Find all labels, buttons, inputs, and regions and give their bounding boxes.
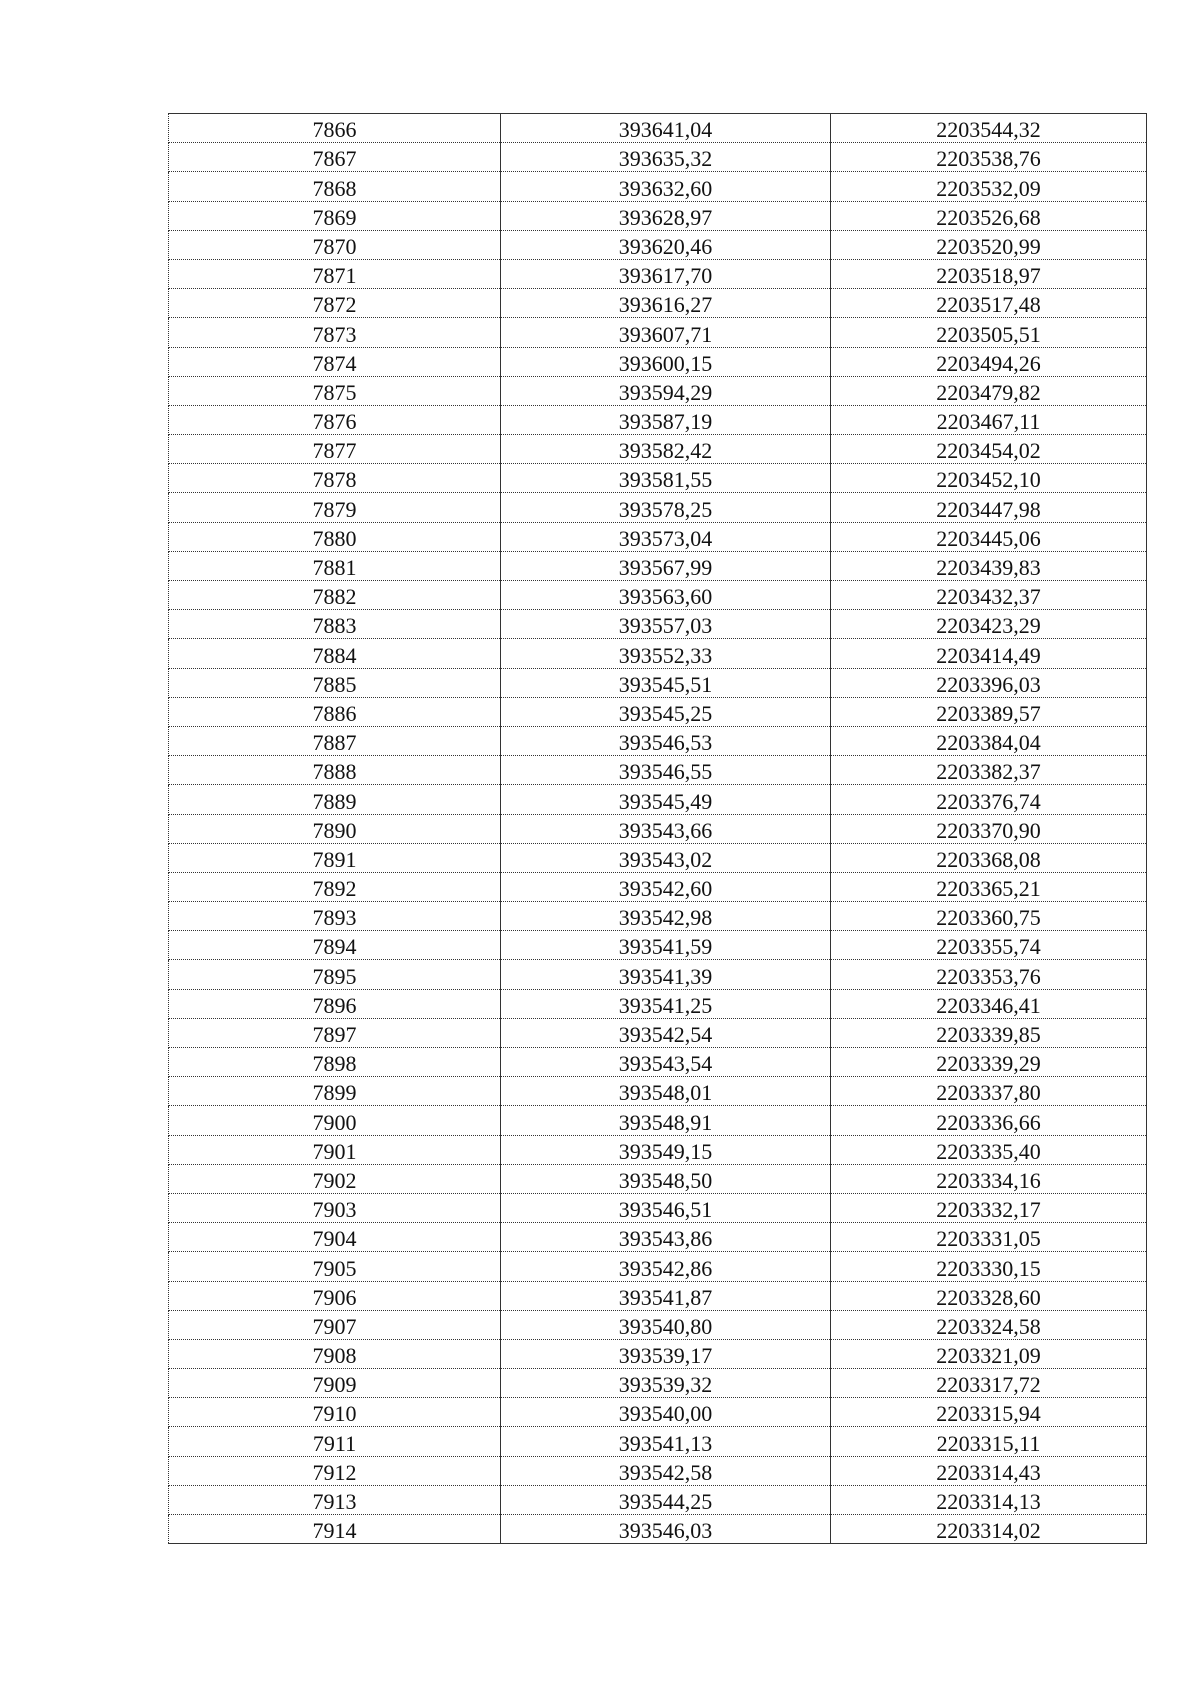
y-coordinate-cell: 2203396,03 bbox=[831, 668, 1147, 697]
y-coordinate-cell: 2203382,37 bbox=[831, 756, 1147, 785]
table-row bbox=[169, 610, 1147, 639]
point-number-cell: 7894 bbox=[169, 931, 501, 960]
x-coordinate-cell: 393582,42 bbox=[501, 435, 831, 464]
y-coordinate-cell: 2203314,02 bbox=[831, 1515, 1147, 1544]
x-coordinate-cell: 393548,01 bbox=[501, 1077, 831, 1106]
point-number-cell: 7885 bbox=[169, 668, 501, 697]
x-coordinate-cell: 393541,25 bbox=[501, 989, 831, 1018]
point-number-cell: 7893 bbox=[169, 902, 501, 931]
table-row bbox=[169, 1515, 1147, 1544]
point-number-cell: 7873 bbox=[169, 318, 501, 347]
x-coordinate-cell: 393546,55 bbox=[501, 756, 831, 785]
point-number-cell: 7901 bbox=[169, 1135, 501, 1164]
y-coordinate-cell: 2203365,21 bbox=[831, 872, 1147, 901]
point-number-cell: 7889 bbox=[169, 785, 501, 814]
y-coordinate-cell: 2203339,29 bbox=[831, 1048, 1147, 1077]
x-coordinate-cell: 393587,19 bbox=[501, 405, 831, 434]
x-coordinate-cell: 393541,13 bbox=[501, 1427, 831, 1456]
x-coordinate-cell: 393632,60 bbox=[501, 172, 831, 201]
y-coordinate-cell: 2203324,58 bbox=[831, 1310, 1147, 1339]
table-row bbox=[169, 1048, 1147, 1077]
table-row bbox=[169, 1077, 1147, 1106]
table-row bbox=[169, 581, 1147, 610]
x-coordinate-cell: 393540,80 bbox=[501, 1310, 831, 1339]
point-number-cell: 7888 bbox=[169, 756, 501, 785]
x-coordinate-cell: 393544,25 bbox=[501, 1485, 831, 1514]
x-coordinate-cell: 393549,15 bbox=[501, 1135, 831, 1164]
point-number-cell: 7904 bbox=[169, 1223, 501, 1252]
y-coordinate-cell: 2203445,06 bbox=[831, 522, 1147, 551]
point-number-cell: 7908 bbox=[169, 1339, 501, 1368]
y-coordinate-cell: 2203452,10 bbox=[831, 464, 1147, 493]
point-number-cell: 7866 bbox=[169, 114, 501, 143]
table-row bbox=[169, 1427, 1147, 1456]
point-number-cell: 7890 bbox=[169, 814, 501, 843]
table-row bbox=[169, 405, 1147, 434]
point-number-cell: 7887 bbox=[169, 726, 501, 755]
point-number-cell: 7906 bbox=[169, 1281, 501, 1310]
y-coordinate-cell: 2203518,97 bbox=[831, 259, 1147, 288]
x-coordinate-cell: 393539,32 bbox=[501, 1369, 831, 1398]
x-coordinate-cell: 393620,46 bbox=[501, 230, 831, 259]
table-row bbox=[169, 1369, 1147, 1398]
y-coordinate-cell: 2203538,76 bbox=[831, 143, 1147, 172]
y-coordinate-cell: 2203355,74 bbox=[831, 931, 1147, 960]
point-number-cell: 7896 bbox=[169, 989, 501, 1018]
x-coordinate-cell: 393548,50 bbox=[501, 1164, 831, 1193]
table-row bbox=[169, 347, 1147, 376]
y-coordinate-cell: 2203368,08 bbox=[831, 843, 1147, 872]
y-coordinate-cell: 2203389,57 bbox=[831, 697, 1147, 726]
x-coordinate-cell: 393542,54 bbox=[501, 1018, 831, 1047]
y-coordinate-cell: 2203335,40 bbox=[831, 1135, 1147, 1164]
y-coordinate-cell: 2203353,76 bbox=[831, 960, 1147, 989]
table-row bbox=[169, 1485, 1147, 1514]
y-coordinate-cell: 2203328,60 bbox=[831, 1281, 1147, 1310]
table-row bbox=[169, 872, 1147, 901]
table-row bbox=[169, 726, 1147, 755]
x-coordinate-cell: 393543,86 bbox=[501, 1223, 831, 1252]
point-number-cell: 7878 bbox=[169, 464, 501, 493]
x-coordinate-cell: 393542,60 bbox=[501, 872, 831, 901]
table-row bbox=[169, 1456, 1147, 1485]
point-number-cell: 7879 bbox=[169, 493, 501, 522]
x-coordinate-cell: 393616,27 bbox=[501, 289, 831, 318]
table-row bbox=[169, 639, 1147, 668]
y-coordinate-cell: 2203517,48 bbox=[831, 289, 1147, 318]
x-coordinate-cell: 393600,15 bbox=[501, 347, 831, 376]
x-coordinate-cell: 393545,49 bbox=[501, 785, 831, 814]
point-number-cell: 7895 bbox=[169, 960, 501, 989]
y-coordinate-cell: 2203332,17 bbox=[831, 1193, 1147, 1222]
x-coordinate-cell: 393540,00 bbox=[501, 1398, 831, 1427]
point-number-cell: 7900 bbox=[169, 1106, 501, 1135]
x-coordinate-cell: 393542,98 bbox=[501, 902, 831, 931]
y-coordinate-cell: 2203520,99 bbox=[831, 230, 1147, 259]
y-coordinate-cell: 2203317,72 bbox=[831, 1369, 1147, 1398]
x-coordinate-cell: 393545,51 bbox=[501, 668, 831, 697]
table-row bbox=[169, 143, 1147, 172]
table-row bbox=[169, 464, 1147, 493]
table-row bbox=[169, 551, 1147, 580]
table-row bbox=[169, 172, 1147, 201]
table-row bbox=[169, 785, 1147, 814]
table-row bbox=[169, 814, 1147, 843]
x-coordinate-cell: 393607,71 bbox=[501, 318, 831, 347]
coordinates-table-body bbox=[169, 114, 1147, 1544]
y-coordinate-cell: 2203494,26 bbox=[831, 347, 1147, 376]
point-number-cell: 7876 bbox=[169, 405, 501, 434]
table-row bbox=[169, 114, 1147, 143]
point-number-cell: 7868 bbox=[169, 172, 501, 201]
x-coordinate-cell: 393557,03 bbox=[501, 610, 831, 639]
x-coordinate-cell: 393543,54 bbox=[501, 1048, 831, 1077]
y-coordinate-cell: 2203334,16 bbox=[831, 1164, 1147, 1193]
table-row bbox=[169, 1339, 1147, 1368]
y-coordinate-cell: 2203346,41 bbox=[831, 989, 1147, 1018]
table-row bbox=[169, 1164, 1147, 1193]
y-coordinate-cell: 2203360,75 bbox=[831, 902, 1147, 931]
y-coordinate-cell: 2203454,02 bbox=[831, 435, 1147, 464]
y-coordinate-cell: 2203423,29 bbox=[831, 610, 1147, 639]
point-number-cell: 7869 bbox=[169, 201, 501, 230]
point-number-cell: 7870 bbox=[169, 230, 501, 259]
y-coordinate-cell: 2203315,94 bbox=[831, 1398, 1147, 1427]
y-coordinate-cell: 2203532,09 bbox=[831, 172, 1147, 201]
x-coordinate-cell: 393543,02 bbox=[501, 843, 831, 872]
point-number-cell: 7909 bbox=[169, 1369, 501, 1398]
table-row bbox=[169, 522, 1147, 551]
point-number-cell: 7892 bbox=[169, 872, 501, 901]
point-number-cell: 7897 bbox=[169, 1018, 501, 1047]
y-coordinate-cell: 2203314,13 bbox=[831, 1485, 1147, 1514]
table-row bbox=[169, 201, 1147, 230]
x-coordinate-cell: 393546,51 bbox=[501, 1193, 831, 1222]
x-coordinate-cell: 393573,04 bbox=[501, 522, 831, 551]
y-coordinate-cell: 2203505,51 bbox=[831, 318, 1147, 347]
point-number-cell: 7886 bbox=[169, 697, 501, 726]
point-number-cell: 7912 bbox=[169, 1456, 501, 1485]
x-coordinate-cell: 393578,25 bbox=[501, 493, 831, 522]
table-row bbox=[169, 1310, 1147, 1339]
y-coordinate-cell: 2203315,11 bbox=[831, 1427, 1147, 1456]
table-row bbox=[169, 1018, 1147, 1047]
point-number-cell: 7875 bbox=[169, 376, 501, 405]
point-number-cell: 7883 bbox=[169, 610, 501, 639]
point-number-cell: 7907 bbox=[169, 1310, 501, 1339]
x-coordinate-cell: 393617,70 bbox=[501, 259, 831, 288]
point-number-cell: 7877 bbox=[169, 435, 501, 464]
table-row bbox=[169, 931, 1147, 960]
table-row bbox=[169, 493, 1147, 522]
point-number-cell: 7910 bbox=[169, 1398, 501, 1427]
x-coordinate-cell: 393567,99 bbox=[501, 551, 831, 580]
point-number-cell: 7881 bbox=[169, 551, 501, 580]
y-coordinate-cell: 2203330,15 bbox=[831, 1252, 1147, 1281]
point-number-cell: 7914 bbox=[169, 1515, 501, 1544]
y-coordinate-cell: 2203376,74 bbox=[831, 785, 1147, 814]
y-coordinate-cell: 2203432,37 bbox=[831, 581, 1147, 610]
x-coordinate-cell: 393542,86 bbox=[501, 1252, 831, 1281]
table-row bbox=[169, 1106, 1147, 1135]
table-row bbox=[169, 259, 1147, 288]
point-number-cell: 7891 bbox=[169, 843, 501, 872]
x-coordinate-cell: 393539,17 bbox=[501, 1339, 831, 1368]
y-coordinate-cell: 2203479,82 bbox=[831, 376, 1147, 405]
point-number-cell: 7903 bbox=[169, 1193, 501, 1222]
y-coordinate-cell: 2203331,05 bbox=[831, 1223, 1147, 1252]
y-coordinate-cell: 2203337,80 bbox=[831, 1077, 1147, 1106]
table-row bbox=[169, 376, 1147, 405]
point-number-cell: 7880 bbox=[169, 522, 501, 551]
y-coordinate-cell: 2203321,09 bbox=[831, 1339, 1147, 1368]
x-coordinate-cell: 393543,66 bbox=[501, 814, 831, 843]
x-coordinate-cell: 393581,55 bbox=[501, 464, 831, 493]
coordinates-table bbox=[168, 113, 1147, 1544]
table-row bbox=[169, 1398, 1147, 1427]
y-coordinate-cell: 2203414,49 bbox=[831, 639, 1147, 668]
point-number-cell: 7905 bbox=[169, 1252, 501, 1281]
y-coordinate-cell: 2203314,43 bbox=[831, 1456, 1147, 1485]
x-coordinate-cell: 393545,25 bbox=[501, 697, 831, 726]
x-coordinate-cell: 393541,39 bbox=[501, 960, 831, 989]
table-row bbox=[169, 1252, 1147, 1281]
x-coordinate-cell: 393563,60 bbox=[501, 581, 831, 610]
table-row bbox=[169, 318, 1147, 347]
point-number-cell: 7911 bbox=[169, 1427, 501, 1456]
x-coordinate-cell: 393541,59 bbox=[501, 931, 831, 960]
x-coordinate-cell: 393546,03 bbox=[501, 1515, 831, 1544]
point-number-cell: 7867 bbox=[169, 143, 501, 172]
y-coordinate-cell: 2203526,68 bbox=[831, 201, 1147, 230]
table-row bbox=[169, 960, 1147, 989]
table-row bbox=[169, 902, 1147, 931]
y-coordinate-cell: 2203544,32 bbox=[831, 114, 1147, 143]
point-number-cell: 7884 bbox=[169, 639, 501, 668]
point-number-cell: 7898 bbox=[169, 1048, 501, 1077]
table-row bbox=[169, 230, 1147, 259]
x-coordinate-cell: 393548,91 bbox=[501, 1106, 831, 1135]
table-row bbox=[169, 1223, 1147, 1252]
y-coordinate-cell: 2203447,98 bbox=[831, 493, 1147, 522]
x-coordinate-cell: 393628,97 bbox=[501, 201, 831, 230]
point-number-cell: 7882 bbox=[169, 581, 501, 610]
point-number-cell: 7899 bbox=[169, 1077, 501, 1106]
y-coordinate-cell: 2203439,83 bbox=[831, 551, 1147, 580]
point-number-cell: 7872 bbox=[169, 289, 501, 318]
y-coordinate-cell: 2203370,90 bbox=[831, 814, 1147, 843]
table-row bbox=[169, 697, 1147, 726]
x-coordinate-cell: 393641,04 bbox=[501, 114, 831, 143]
y-coordinate-cell: 2203339,85 bbox=[831, 1018, 1147, 1047]
x-coordinate-cell: 393541,87 bbox=[501, 1281, 831, 1310]
y-coordinate-cell: 2203384,04 bbox=[831, 726, 1147, 755]
table-row bbox=[169, 756, 1147, 785]
x-coordinate-cell: 393542,58 bbox=[501, 1456, 831, 1485]
table-row bbox=[169, 1135, 1147, 1164]
y-coordinate-cell: 2203336,66 bbox=[831, 1106, 1147, 1135]
table-row bbox=[169, 1193, 1147, 1222]
table-row bbox=[169, 989, 1147, 1018]
y-coordinate-cell: 2203467,11 bbox=[831, 405, 1147, 434]
point-number-cell: 7874 bbox=[169, 347, 501, 376]
x-coordinate-cell: 393594,29 bbox=[501, 376, 831, 405]
table-row bbox=[169, 843, 1147, 872]
table-row bbox=[169, 289, 1147, 318]
point-number-cell: 7913 bbox=[169, 1485, 501, 1514]
point-number-cell: 7871 bbox=[169, 259, 501, 288]
x-coordinate-cell: 393546,53 bbox=[501, 726, 831, 755]
x-coordinate-cell: 393552,33 bbox=[501, 639, 831, 668]
table-row bbox=[169, 1281, 1147, 1310]
x-coordinate-cell: 393635,32 bbox=[501, 143, 831, 172]
table-row bbox=[169, 668, 1147, 697]
point-number-cell: 7902 bbox=[169, 1164, 501, 1193]
table-row bbox=[169, 435, 1147, 464]
